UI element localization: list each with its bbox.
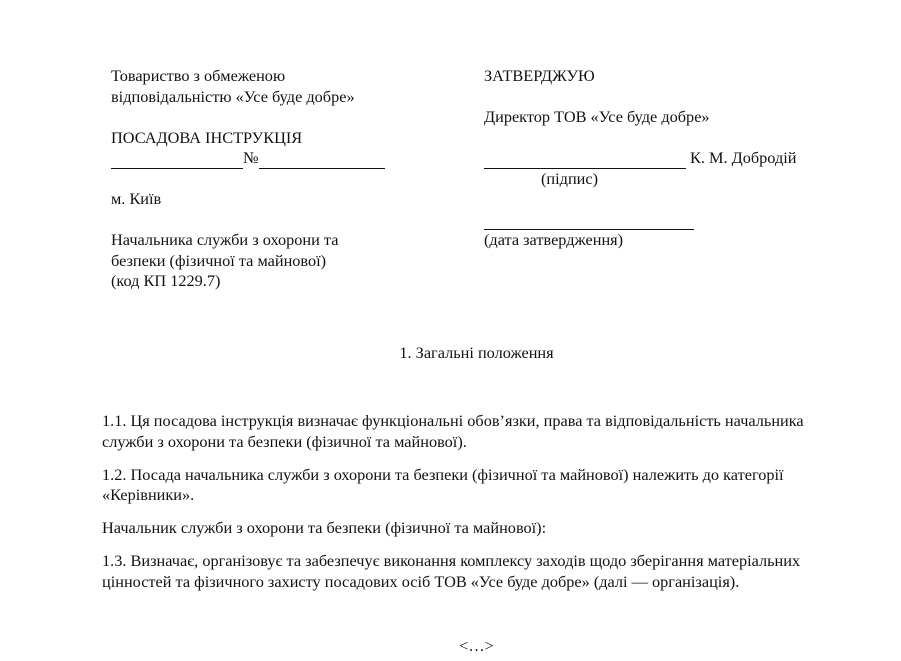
number-blank-line xyxy=(259,154,385,169)
position-code: (код КП 1229.7) xyxy=(111,271,221,290)
document-number-row xyxy=(111,148,385,169)
section-title: 1. Загальні положення xyxy=(399,343,554,362)
paragraph-1-1: 1.1. Ця посадова інструкція визначає функціональні обов’язки, права та відповідальність начальника служби з охорони та безпеки (фізичної та майнової). xyxy=(102,411,804,451)
city: м. Київ xyxy=(111,189,162,208)
signature-caption: (підпис) xyxy=(541,168,599,188)
paragraph-intro: Начальник служби з охорони та безпеки (фізичної та майнової): xyxy=(102,518,547,537)
paragraph-1-3: 1.3. Визначає, організовує та забезпечує виконання комплексу заходів щодо зберігання матеріальних цінностей та фізичного захисту посадових осіб ТОВ «Усе буде добре» (далі — організація). xyxy=(102,551,801,591)
position-line2: безпеки (фізичної та майнової) xyxy=(111,250,327,270)
director-title: Директор ТОВ «Усе буде добре» xyxy=(484,107,710,126)
director-name: К. М. Добродій xyxy=(690,148,797,167)
number-sign: № xyxy=(243,148,259,167)
date-approval-caption: (дата затвердження) xyxy=(484,230,624,249)
omission-marker: <…> xyxy=(459,636,494,655)
header-left-block xyxy=(111,66,385,292)
approve-label: ЗАТВЕРДЖУЮ xyxy=(484,66,595,85)
org-name-line2: відповідальністю «Усе буде добре» xyxy=(111,86,355,106)
signature-blank-line xyxy=(484,154,686,169)
org-name-line1: Товариство з обмеженою xyxy=(111,66,286,85)
date-approval-blank-line xyxy=(484,215,694,230)
document-body xyxy=(102,411,847,605)
approval-block xyxy=(484,66,796,251)
document-type: ПОСАДОВА ІНСТРУКЦІЯ xyxy=(111,127,303,147)
paragraph-1-2: 1.2. Посада начальника служби з охорони та безпеки (фізичної та майнової) належить до категорії «Керівники». xyxy=(102,464,784,504)
date-blank-line xyxy=(111,154,243,169)
signature-row xyxy=(484,148,796,169)
position-line1: Начальника служби з охорони та xyxy=(111,230,339,249)
